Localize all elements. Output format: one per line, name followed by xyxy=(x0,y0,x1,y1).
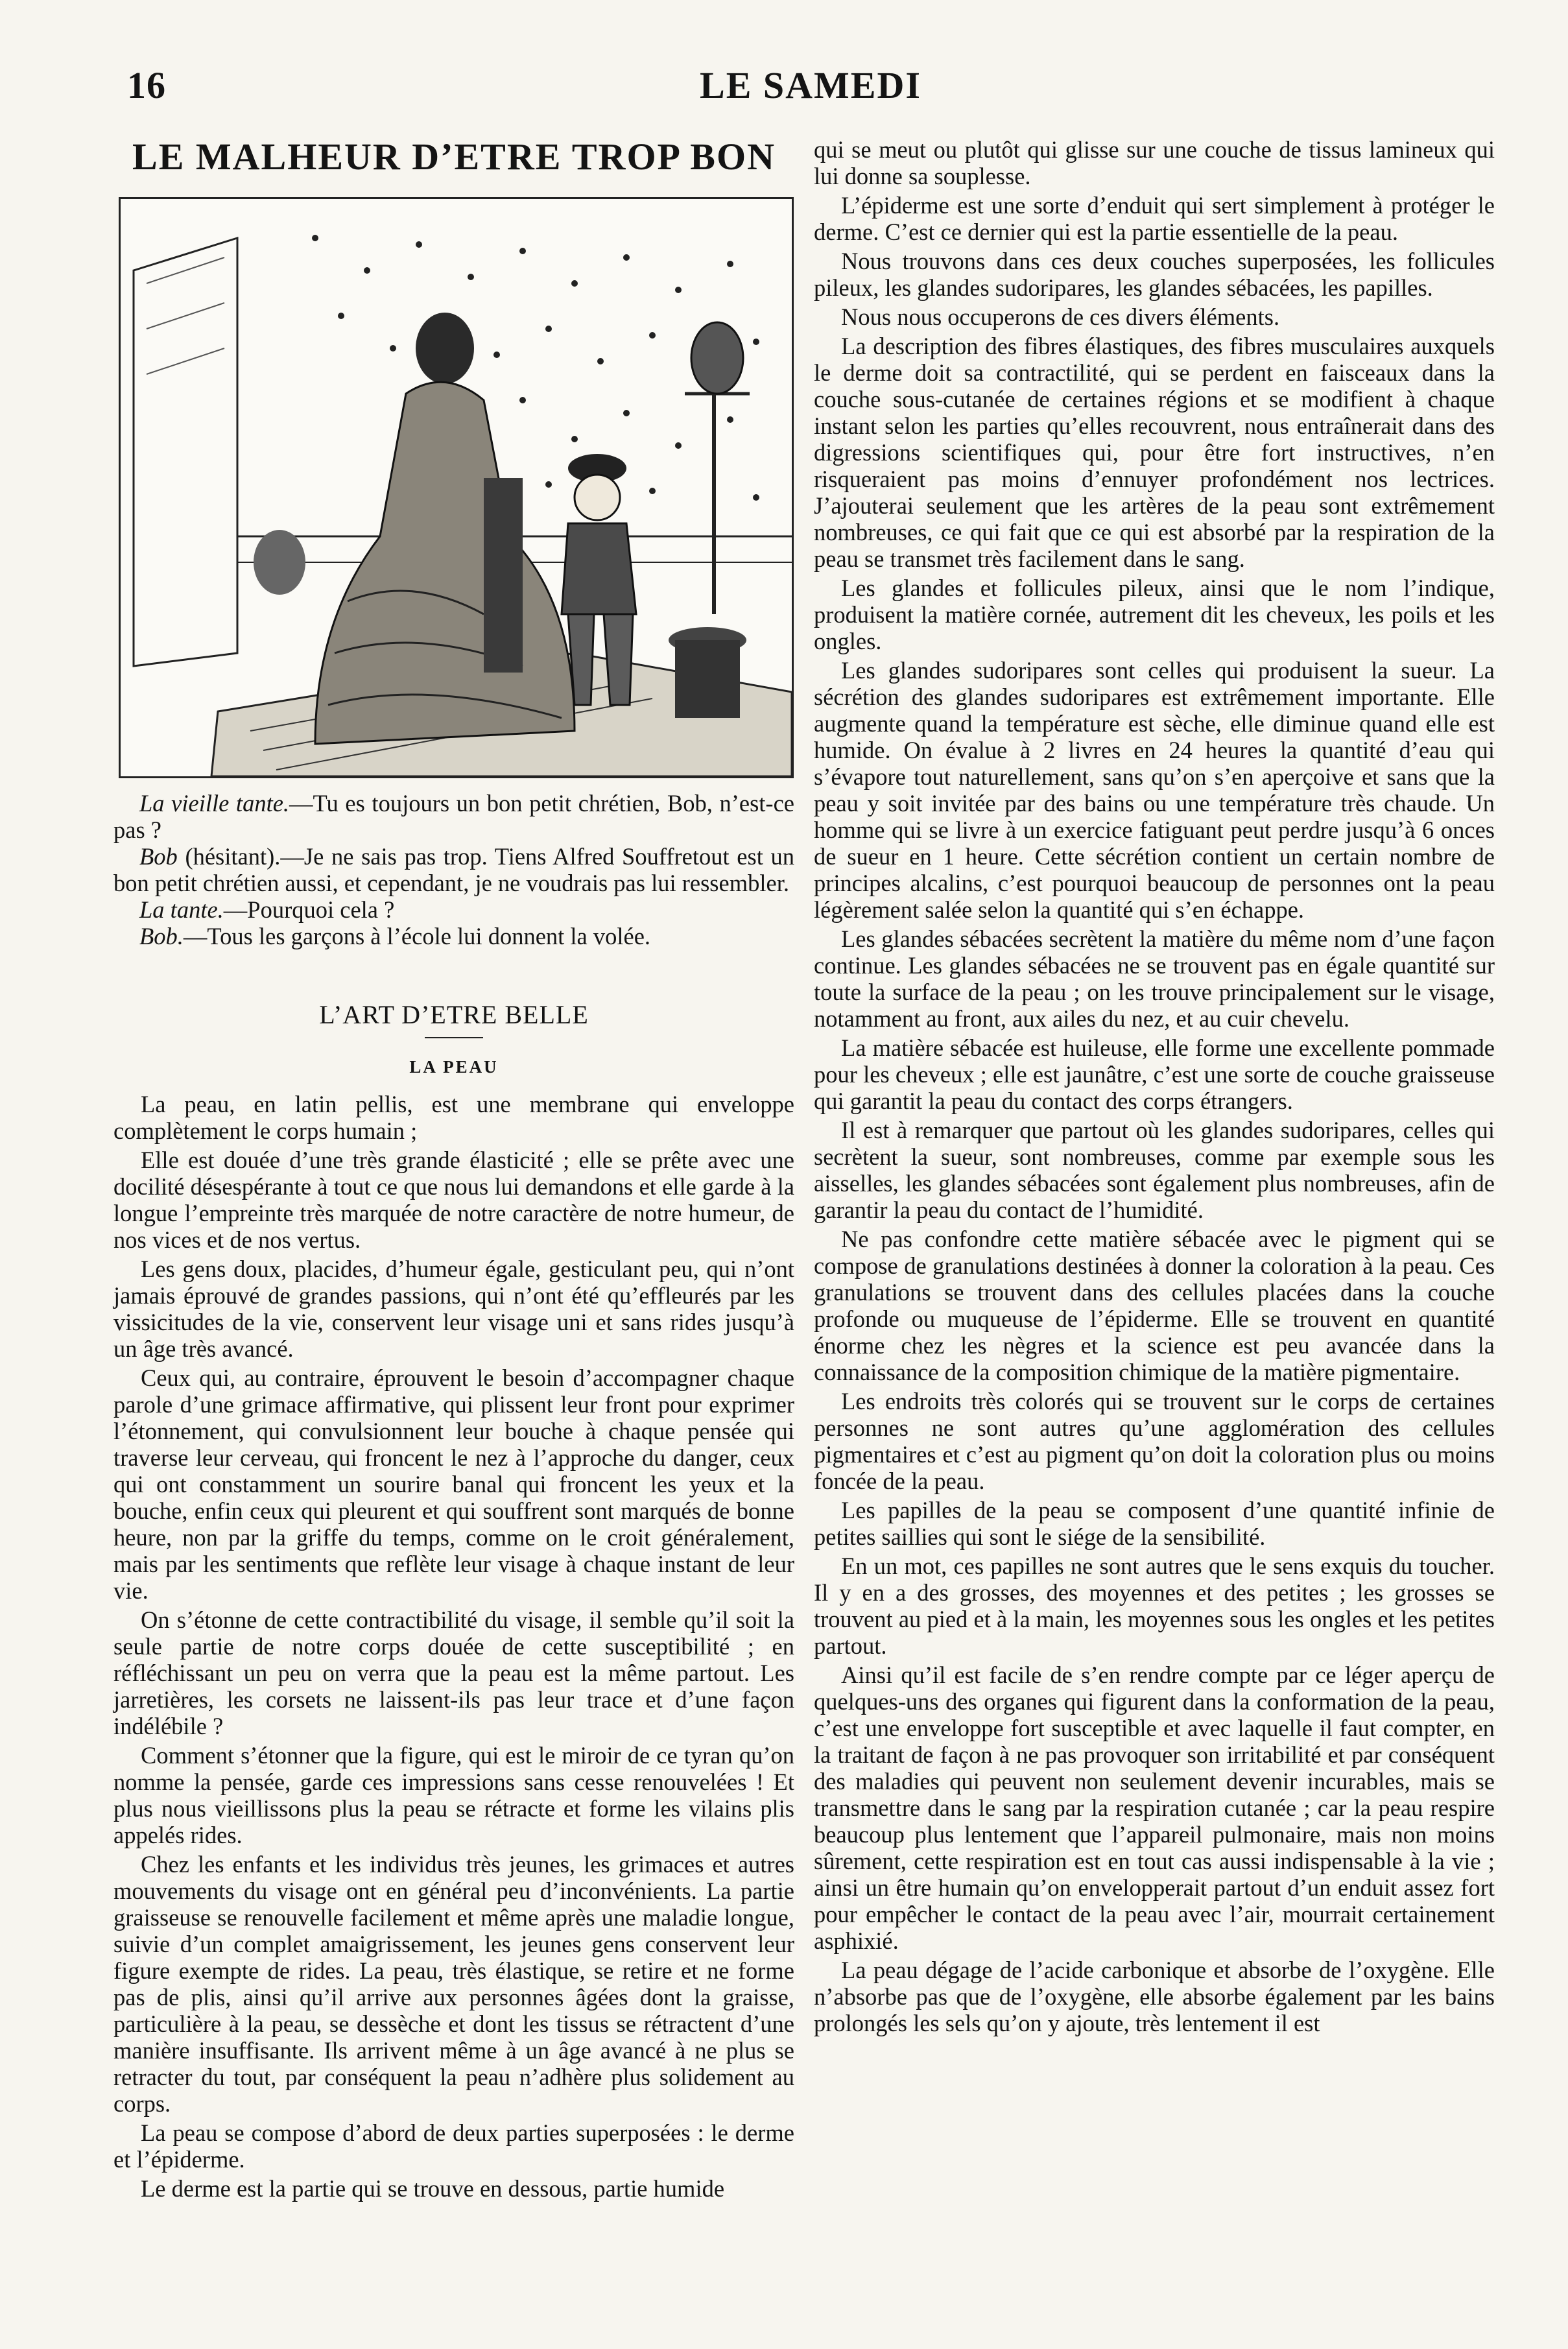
paragraph: Les glandes sudoripares sont celles qui produisent la sueur. La sécrétion des glandes sudoripares est extrêmement importante. Elle augmente quand la température est sèche, elle diminue quand elle est humide. On évalue à 2 livres en 24 heures la quantité d’eau qui s’évapore tout naturellement, sans qu’on s’en aperçoive et sans que la peau y soit invitée par des bains ou une température très chaude. Un homme qui se livre à un exercice fatiguant peut perdre jusqu’à 6 onces de sueur en 1 heure. Cette sécrétion contient un certain nombre de principes alcalins, c’est pourquoi beaucoup de personnes ont la peau légèrement salée selon la quantité qui s’en échappe. xyxy=(814,657,1495,923)
paragraph: Ne pas confondre cette matière sébacée avec le pigment qui se compose de granulations destinées à donner la coloration à la peau. Ces granulations se trouvent dans des cellules placées dans la couche profonde ou muqueuse de l’épiderme. Elle se trouvent en quantité énorme chez les nègres et la science est peu avancée dans la connaissance de la composition chimique de la matière pigmentaire. xyxy=(814,1226,1495,1385)
paragraph: Les glandes et follicules pileux, ainsi que le nom l’indique, produisent la matière cornée, autrement dit les cheveux, les poils et les ongles. xyxy=(814,575,1495,654)
paragraph: Comment s’étonner que la figure, qui est le miroir de ce tyran qu’on nomme la pensée, garde ces impressions sans cesse renouvelées ! Et plus nous vieillissons plus la peau se rétracte et forme les vilains plis appelés rides. xyxy=(113,1742,794,1848)
paragraph: La description des fibres élastiques, des fibres musculaires auxquels le derme doit sa contractilité, qui se perdent en faisceaux dans la couche sous-cutanée de certaines régions et se modifient à chaque instant selon les parties qu’elles recouvrent, nous entraînerait dans des digressions scientifiques qui, pour être fort instructives, n’en risqueraient pas moins d’ennuyer profondément nos lectrices. J’ajouterai seulement que les artères de la peau sont extrêmement nombreuses, ce qui fait que ce qui est absorbé par la respiration de la peau se transmet très facilement dans le sang. xyxy=(814,333,1495,572)
paragraph: Ainsi qu’il est facile de s’en rendre compte par ce léger aperçu de quelques-uns des organes qui figurent dans la conformation de la peau, c’est une enveloppe fort susceptible et avec laquelle il faut compter, en la traitant de façon à ne pas provoquer son irritabilité et par conséquent des maladies qui peuvent non seulement devenir incurables, mais se transmettre dans le sang par la respiration cutanée ; car la peau respire beaucoup plus lentement que l’appareil pulmonaire, mais non moins sûrement, cette respiration est en tout cas aussi indispensable à la vie ; ainsi un être humain qu’on envelopperait partout d’un enduit assez fort pour empêcher le contact de la peau avec l’air, mourrait certainement asphixié. xyxy=(814,1662,1495,1954)
paragraph: En un mot, ces papilles ne sont autres que le sens exquis du toucher. Il y en a des grosses, des moyennes et des petites ; les grosses se trouvent au pied et à la main, les moyennes sous les ongles et les petites partout. xyxy=(814,1553,1495,1659)
line-text: (hésitant).—Je ne sais pas trop. Tiens Alfred Souffretout est un bon petit chrétien aussi, et cependant, je ne voudrais pas lui ressembler. xyxy=(113,843,794,896)
aunt-and-boy-engraving xyxy=(121,199,792,776)
paragraph: Nous trouvons dans ces deux couches superposées, les follicules pileux, les glandes sudoripares, les glandes sébacées, les papilles. xyxy=(814,248,1495,301)
story-title: LE MALHEUR D’ETRE TROP BON xyxy=(132,136,776,178)
dialogue-line xyxy=(113,896,794,923)
speaker: La vieille tante. xyxy=(139,790,290,817)
paragraph: qui se meut ou plutôt qui glisse sur une couche de tissus lamineux qui lui donne sa souplesse. xyxy=(814,136,1495,189)
running-head: LE SAMEDI xyxy=(700,64,921,106)
article-title: L’ART D’ETRE BELLE xyxy=(319,1000,589,1029)
right-column xyxy=(814,136,1495,2039)
speaker: Bob. xyxy=(139,923,184,949)
page-number: 16 xyxy=(127,64,166,106)
paragraph: Elle est douée d’une très grande élasticité ; elle se prête avec une docilité désespérante à tout ce que nous lui demandons et elle garde à la longue l’empreinte très marquée de notre caractère de notre humeur, de nos vices et de nos vertus. xyxy=(113,1147,794,1253)
dialogue-line xyxy=(113,790,794,843)
line-text: —Tous les garçons à l’école lui donnent la volée. xyxy=(183,923,651,949)
article-subtitle: LA PEAU xyxy=(409,1057,499,1077)
paragraph: Les gens doux, placides, d’humeur égale, gesticulant peu, qui n’ont jamais éprouvé de grandes passions, qui n’ont été qu’effleurés par les vissicitudes de la vie, conservent leur visage uni et sans rides jusqu’à un âge très avancé. xyxy=(113,1256,794,1362)
paragraph: La peau dégage de l’acide carbonique et absorbe de l’oxygène. Elle n’absorbe pas que de l’oxygène, elle absorbe également par les bains prolongés les sels qu’on y ajoute, très lentement il est xyxy=(814,1957,1495,2036)
paragraph: Les papilles de la peau se composent d’une quantité infinie de petites saillies qui sont le siége de la sensibilité. xyxy=(814,1497,1495,1550)
paragraph: Chez les enfants et les individus très jeunes, les grimaces et autres mouvements du visage ont en général peu d’inconvénients. La partie graisseuse se renouvelle facilement et même après une maladie longue, suivie d’un complet amaigrissement, les jeunes gens conservent leur figure exempte de rides. La peau, très élastique, se retire et ne forme pas de plis, ainsi qu’il arrive aux personnes âgées dont la graisse, particulière à la peau, se dessèche et dont les tissus se rétractent d’une manière insuffisante. Ils arrivent même à un âge avancé à ne plus se retracter du tout, par conséquent la peau n’adhère plus solidement au corps. xyxy=(113,1851,794,2117)
paragraph: Les endroits très colorés qui se trouvent sur le corps de certaines personnes ne sont autres qu’une agglomération des cellules pigmentaires et c’est au pigment qu’on doit la coloration plus ou moins foncée de la peau. xyxy=(814,1388,1495,1494)
line-text: —Pourquoi cela ? xyxy=(223,896,395,923)
speaker: La tante. xyxy=(139,896,224,923)
line-text: —Tu es toujours un bon petit chrétien, Bob, n’est-ce pas ? xyxy=(113,790,794,843)
title-rule xyxy=(425,1037,483,1038)
paragraph: L’épiderme est une sorte d’enduit qui sert simplement à protéger le derme. C’est ce dernier qui est la partie essentielle de la peau. xyxy=(814,192,1495,245)
paragraph: Ceux qui, au contraire, éprouvent le besoin d’accompagner chaque parole d’une grimace affirmative, qui plissent leur front pour exprimer l’étonnement, qui convulsionnent leur bouche à chaque pensée qui traverse leur cerveau, qui froncent le nez à l’approche du danger, ceux qui ont constamment un sourire banal qui froncent les yeux et la bouche, enfin ceux qui pleurent et qui souffrent sont marqués de bonne heure, non par la griffe du temps, comme on le croit généralement, mais par les sentiments que reflète leur visage à chaque instant de leur vie. xyxy=(113,1365,794,1604)
left-article-body xyxy=(113,1091,794,2202)
story-dialogue xyxy=(113,790,794,949)
speaker: Bob xyxy=(139,843,178,870)
paragraph: Nous nous occuperons de ces divers éléments. xyxy=(841,304,1280,330)
paragraph: La peau se compose d’abord de deux parties superposées : le derme et l’épiderme. xyxy=(113,2119,794,2173)
right-article-body xyxy=(814,136,1495,2036)
paragraph: Le derme est la partie qui se trouve en dessous, partie humide xyxy=(141,2175,725,2202)
paragraph: La matière sébacée est huileuse, elle forme une excellente pommade pour les cheveux ; elle est jaunâtre, c’est une sorte de couche graisseuse qui garantit la peau du contact des corps étrangers. xyxy=(814,1034,1495,1114)
paragraph: Il est à remarquer que partout où les glandes sudoripares, celles qui secrètent la sueur, sont nombreuses, comme par exemple sous les aisselles, les glandes sébacées sont également plus nombreuses, afin de garantir la peau du contact de l’humidité. xyxy=(814,1117,1495,1223)
paragraph: Les glandes sébacées secrètent la matière du même nom d’une façon continue. Les glandes sébacées ne se trouvent pas en égale quantité sur toute la surface de la peau ; on les trouve principalement sur le visage, notamment au front, aux ailes du nez, et au cuir chevelu. xyxy=(814,925,1495,1032)
engraving-illustration xyxy=(119,197,794,778)
paragraph: La peau, en latin pellis, est une membrane qui enveloppe complètement le corps humain ; xyxy=(113,1091,794,1144)
paragraph: On s’étonne de cette contractibilité du visage, il semble qu’il soit la seule partie de notre corps douée de cette susceptibilité ; en réfléchissant un peu on verra que la peau est la même partout. Les jarretières, les corsets ne laissent-ils pas leur trace et d’une façon indélébile ? xyxy=(113,1606,794,1739)
left-column xyxy=(113,136,794,2204)
dialogue-line xyxy=(113,923,794,949)
dialogue-line xyxy=(113,843,794,896)
